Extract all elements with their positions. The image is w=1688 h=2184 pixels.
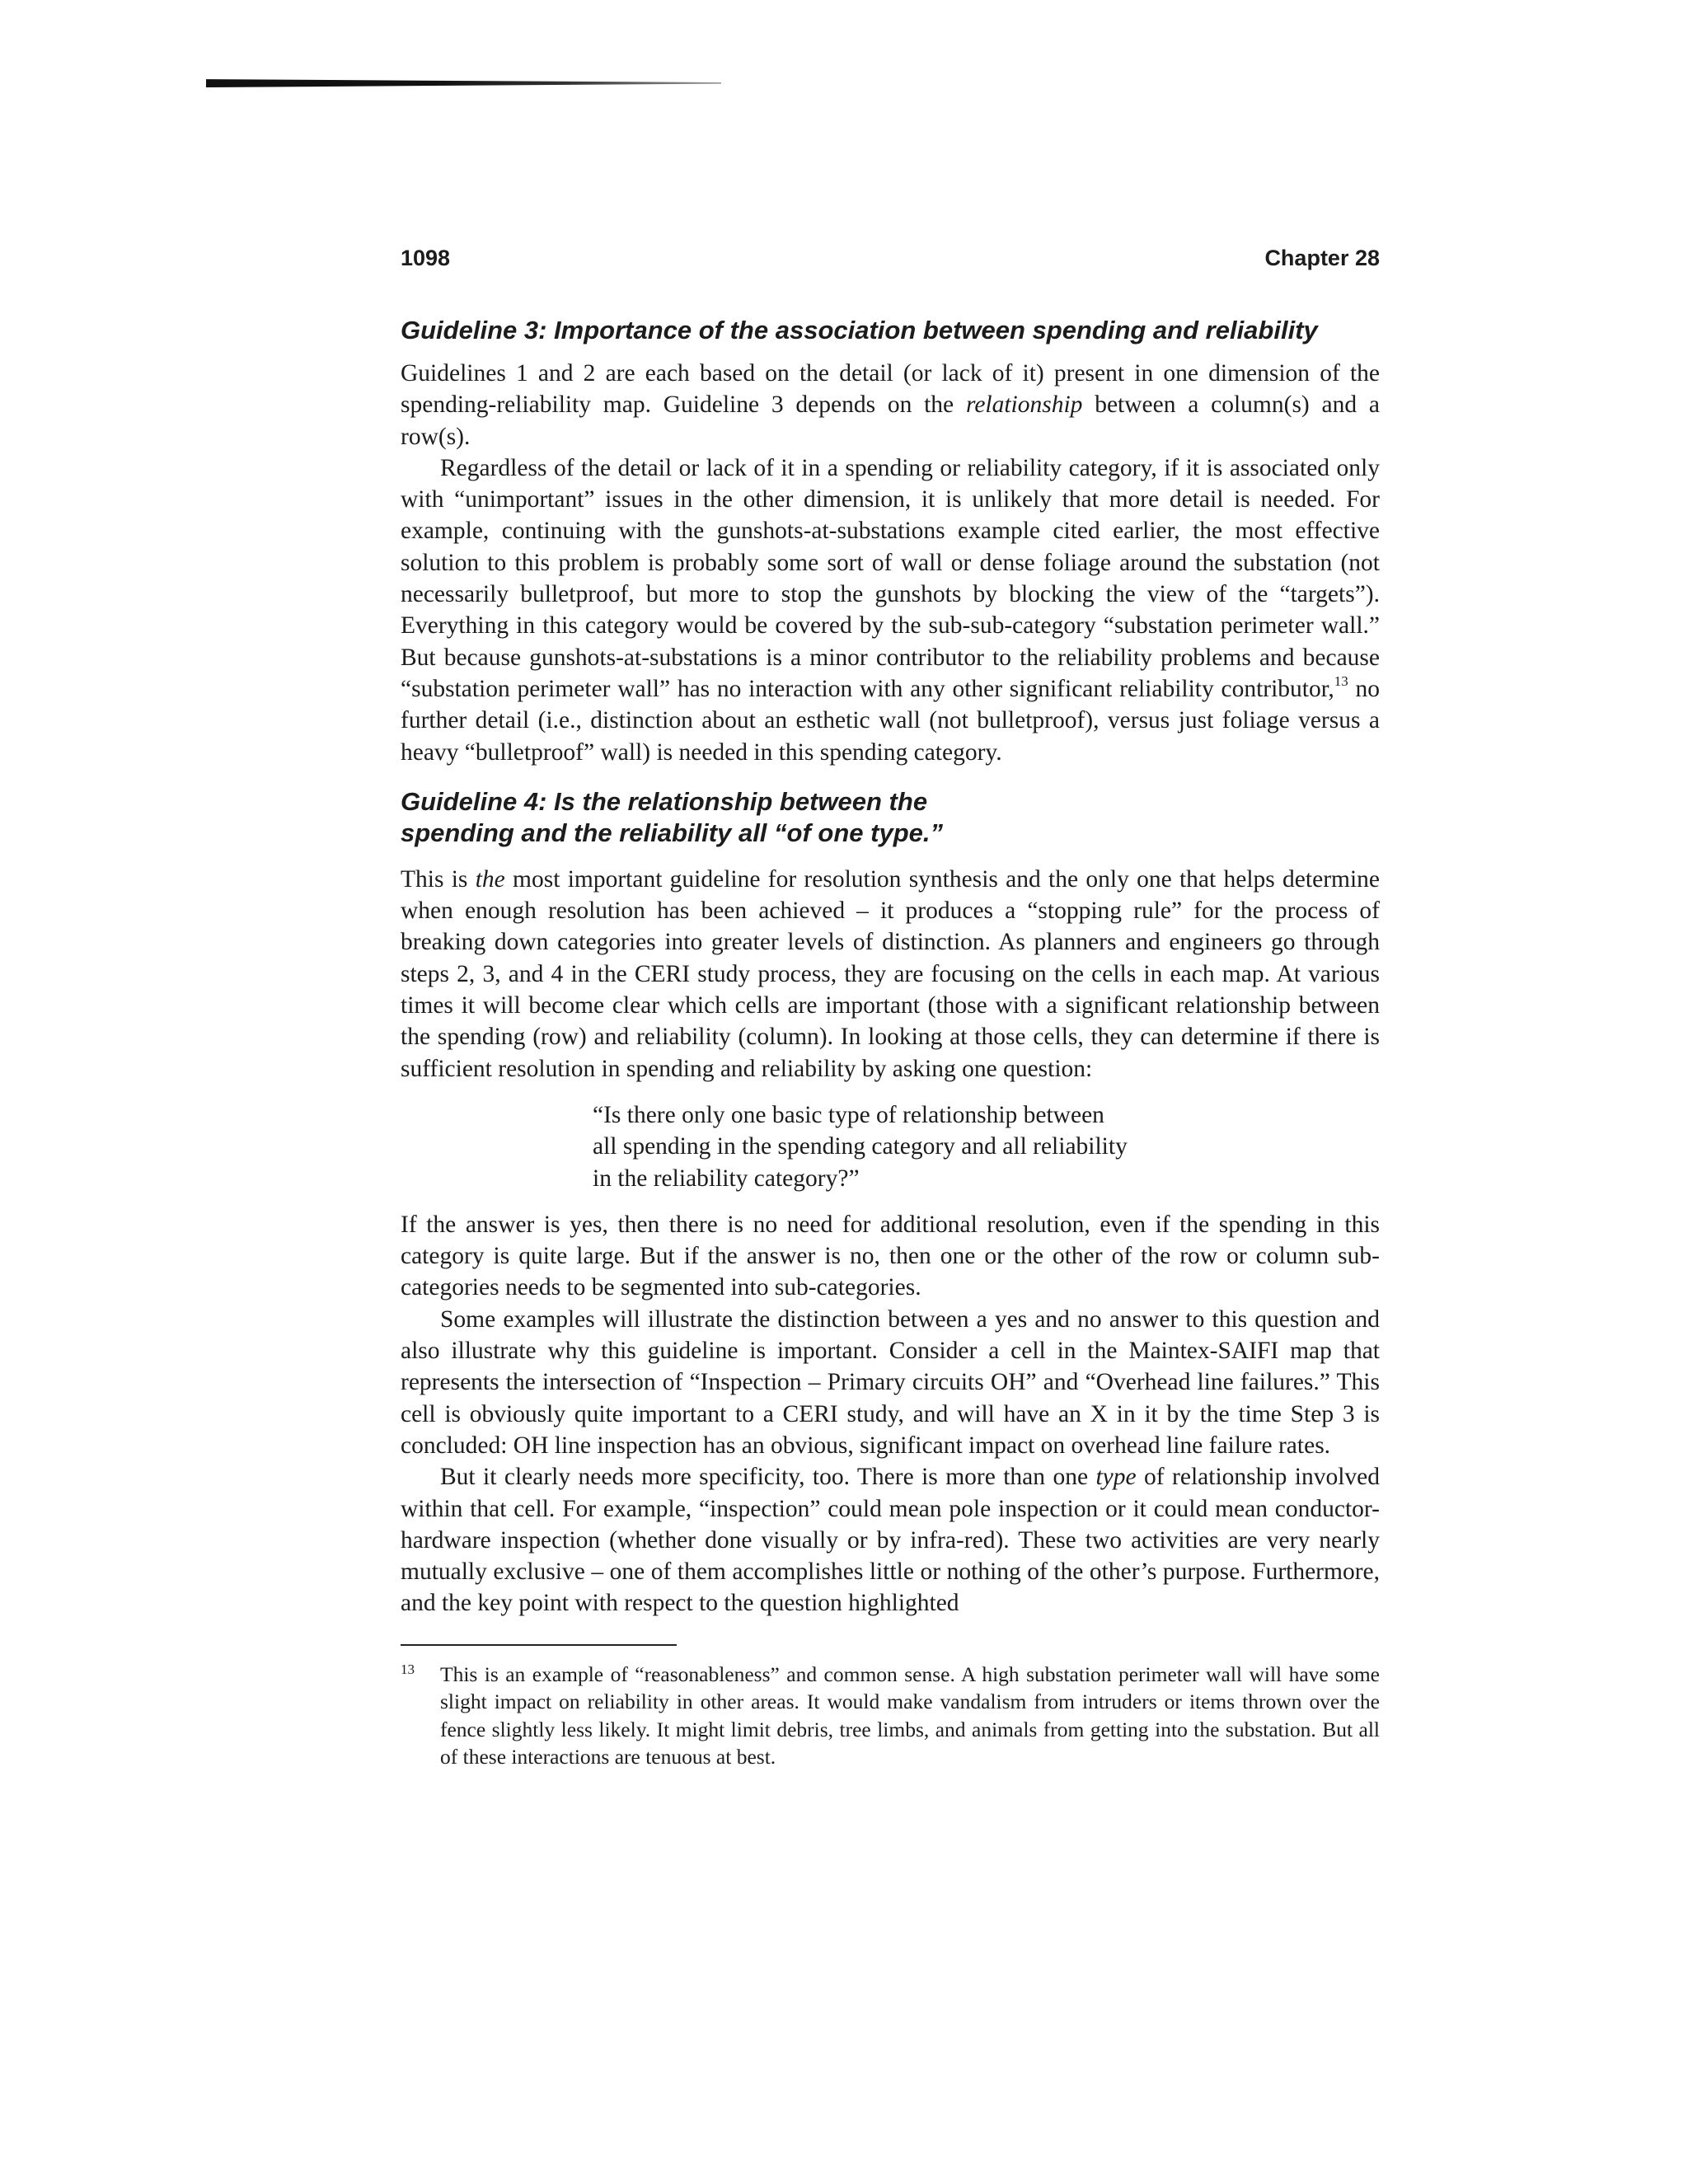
footnote-reference: 13 — [1334, 673, 1348, 690]
top-scan-rule — [206, 78, 721, 87]
text-run: of relationship involved within that cell. For example, “inspection” could mean pole inspection or it could mean conductor-hardware inspection (whether done visually or by infra-red). These two activities are very nearly mutually exclusive – one of them accomplishes little or nothing of the other’s purpose. Furthermore, and the key point with respect to the question highlighted — [401, 1464, 1380, 1617]
guideline-4-paragraph-2: If the answer is yes, then there is no need for additional resolution, even if the spending in this category is quite large. But if the answer is no, then one or the other of the row or column sub-categories needs to be segmented into sub-categories. — [401, 1211, 1380, 1301]
footnote — [401, 1661, 1380, 1771]
footnote-number: 13 — [401, 1661, 415, 1677]
text-run: no further detail (i.e., distinction about an esthetic wall (not bulletproof), versus just foliage versus a heavy “bulletproof” wall) is needed in this spending category. — [401, 675, 1380, 766]
heading-line: Guideline 4: Is the relationship between the — [401, 786, 928, 816]
guideline-3-heading: Guideline 3: Importance of the association between spending and reliability — [401, 316, 1318, 344]
text-run: This is — [401, 865, 476, 893]
emphasis-relationship: relationship — [965, 391, 1083, 419]
heading-line: spending and the reliability all “of one type.” — [401, 818, 943, 847]
text-run: Guidelines 1 and 2 are each based on the detail (or lack of it) present in one dimension of the spending-reliability map. Guideline 3 depends on the — [401, 360, 1380, 419]
quote-line: all spending in the spending category and all reliability — [593, 1133, 1128, 1160]
key-question-quote — [593, 1099, 1203, 1194]
quote-line: “Is there only one basic type of relationship between — [593, 1101, 1104, 1128]
book-page — [401, 239, 1380, 1771]
text-run: most important guideline for resolution synthesis and the only one that helps determine when enough resolution has been achieved – it produces a “stopping rule” for the process of breaking down categories into greater levels of distinction. As planners and engineers go through steps 2, 3, and 4 in the CERI study process, they are focusing on the cells in each map. At various times it will become clear which cells are important (those with a significant relationship between the spending (row) and reliability (column). In looking at those cells, they can determine if there is sufficient resolution in spending and reliability by asking one question: — [401, 865, 1381, 1082]
text-run: Regardless of the detail or lack of it in a spending or reliability category, if it is associated only with “unimportant” issues in the other dimension, it is unlikely that more detail is needed. For example, continuing with the gunshots-at-substations example cited earlier, the most effective solution to this problem is probably some sort of wall or dense foliage around the substation (not necessarily bulletproof, but more to stop the gunshots by blocking the view of the “targets”). Everything in this category would be covered by the sub-sub-category “substation perimeter wall.” But because gunshots-at-substations is a minor contributor to the reliability problems and because “substation perimeter wall” has no interaction with any other significant reliability contributor, — [401, 454, 1380, 702]
guideline-4-paragraph-4 — [401, 1461, 1380, 1619]
chapter-label: Chapter 28 — [1264, 246, 1380, 270]
emphasis-the: the — [475, 865, 505, 893]
page-number: 1098 — [401, 246, 451, 270]
guideline-3-paragraph-1 — [401, 358, 1380, 452]
text-run: But it clearly needs more specificity, too. There is more than one — [440, 1464, 1096, 1491]
guideline-4-heading — [401, 786, 1027, 849]
guideline-4-paragraph-1 — [401, 864, 1380, 1085]
emphasis-type: type — [1095, 1464, 1137, 1491]
guideline-3-paragraph-2 — [401, 452, 1380, 768]
text-run: between a column(s) and a row(s). — [401, 391, 1380, 450]
footnote-divider — [401, 1644, 677, 1646]
quote-line: in the reliability category?” — [593, 1165, 860, 1192]
running-head — [401, 239, 1380, 272]
footnote-text: This is an example of “reasonableness” and common sense. A high substation perimeter wall will have some slight impact on reliability in other areas. It would make vandalism from intruders or items thrown over the fence slightly less likely. It might limit debris, tree limbs, and animals from getting into the substation. But all of these interactions are tenuous at best. — [440, 1661, 1380, 1769]
guideline-4-paragraph-3: Some examples will illustrate the distinction between a yes and no answer to this question and also illustrate why this guideline is important. Consider a cell in the Maintex-SAIFI map that represents the intersection of “Inspection – Primary circuits OH” and “Overhead line failures.” This cell is obviously quite important to a CERI study, and will have an X in it by the time Step 3 is concluded: OH line inspection has an obvious, significant impact on overhead line failure rates. — [401, 1305, 1380, 1459]
